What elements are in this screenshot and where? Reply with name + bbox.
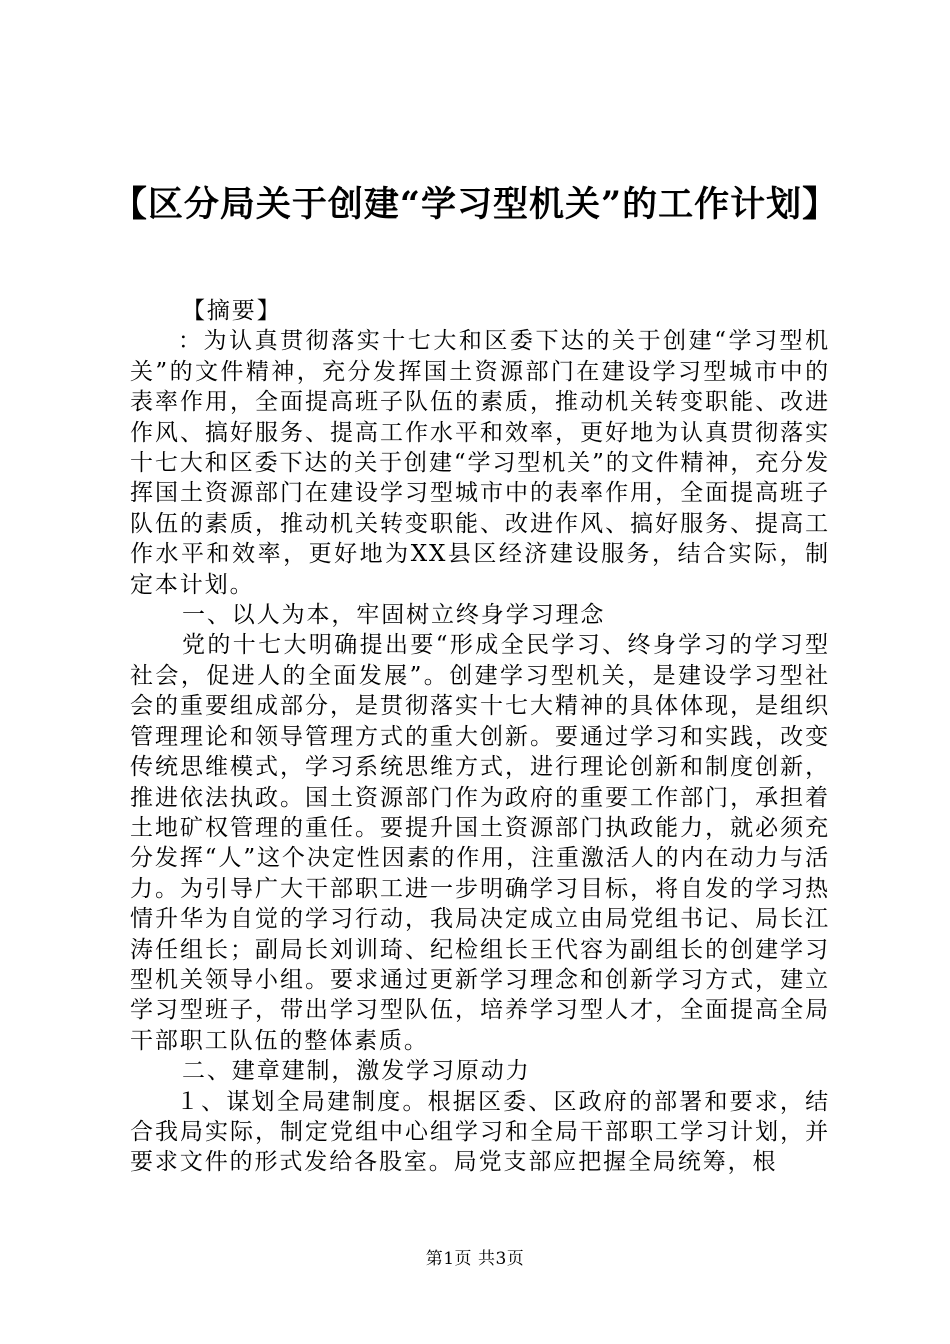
page-footer: 第1页 共3页 (425, 1249, 525, 1269)
section-item-1: １、谋划全局建制度。根据区委、区政府的部署和要求，结合我局实际，制定党组中心组学习和全局干部职工学习计划，并要求文件的形式发给各股室。局党支部应把握全局统筹，根 (130, 1088, 830, 1176)
abstract-label: 【摘要】 (182, 298, 282, 324)
document-title: 【区分局关于创建“学习型机关”的工作计划】 (111, 184, 839, 225)
section-paragraph-1: 党的十七大明确提出要“形成全民学习、终身学习的学习型社会，促进人的全面发展”。创建学习型机关，是建设学习型社会的重要组成部分，是贯彻落实十七大精神的具体体现，是组织管理理论和领导管理方式的重大创新。要通过学习和实践，改变传统思维模式，学习系统思维方式，进行理论创新和制度创新，推进依法执政。国土资源部门作为政府的重要工作部门，承担着土地矿权管理的重任。要提升国土资源部门执政能力，就必须充分发挥“人”这个决定性因素的作用，注重激活人的内在动力与活力。为引导广大干部职工进一步明确学习目标，将自发的学习热情升华为自觉的学习行动，我局决定成立由局党组书记、局长江涛任组长；副局长刘训琦、纪检组长王代容为副组长的创建学习型机关领导小组。要求通过更新学习理念和创新学习方式，建立学习型班子，带出学习型队伍，培养学习型人才，全面提高全局干部职工队伍的整体素质。 (130, 632, 830, 1054)
section-heading-1: 一、以人为本，牢固树立终身学习理念 (182, 602, 606, 629)
section-heading-2: 二、建章建制，激发学习原动力 (182, 1058, 531, 1085)
document-body (130, 296, 830, 1178)
abstract-paragraph: ：为认真贯彻落实十七大和区委下达的关于创建“学习型机关”的文件精神，充分发挥国土资源部门在建设学习型城市中的表率作用，全面提高班子队伍的素质，推动机关转变职能、改进作风、搞好服务、提高工作水平和效率，更好地为认真贯彻落实十七大和区委下达的关于创建“学习型机关”的文件精神，充分发挥国土资源部门在建设学习型城市中的表率作用，全面提高班子队伍的素质，推动机关转变职能、改进作风、搞好服务、提高工作水平和效率，更好地为XX县区经济建设服务，结合实际，制定本计划。 (130, 328, 830, 598)
